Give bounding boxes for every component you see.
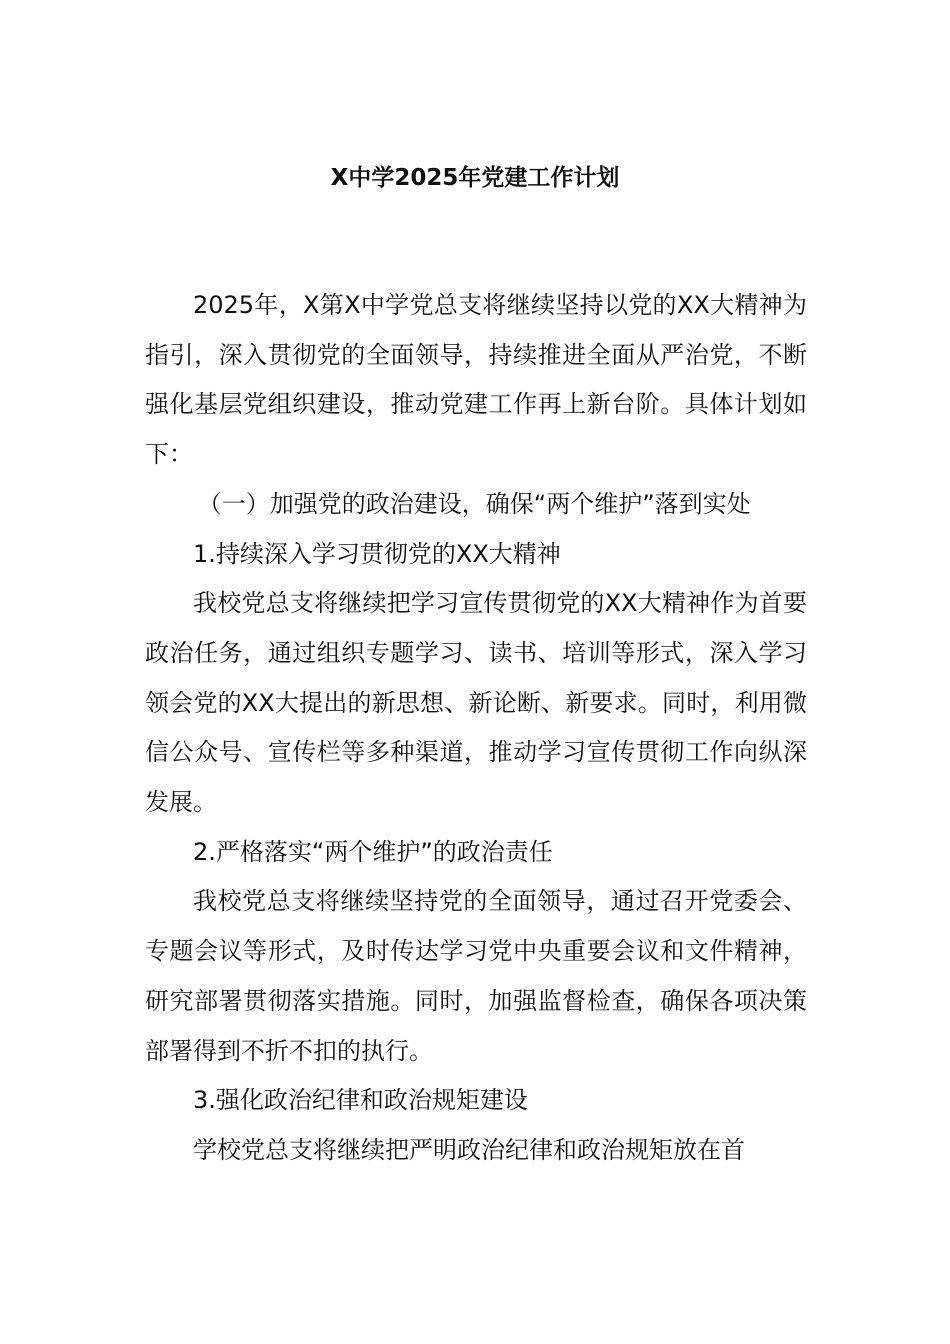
item-heading-1: 1.持续深入学习贯彻党的XX大精神	[193, 539, 561, 568]
section-heading-1: （一）加强党的政治建设，确保“两个维护”落到实处	[197, 489, 751, 518]
item-paragraph-2: 我校党总支将继续坚持党的全面领导，通过召开党委会、专题会议等形式，及时传达学习党中央重要会议和文件精神，研究部署贯彻落实措施。同时，加强监督检查，确保各项决策部署得到不折不扣的执行。	[145, 887, 807, 1065]
item-heading-2: 2.严格落实“两个维护”的政治责任	[193, 837, 553, 866]
intro-paragraph: 2025年，X第X中学党总支将继续坚持以党的XX大精神为指引，深入贯彻党的全面领导，持续推进全面从严治党，不断强化基层党组织建设，推动党建工作再上新台阶。具体计划如下：	[145, 291, 807, 469]
document-body	[145, 281, 807, 1176]
item-paragraph-1: 我校党总支将继续把学习宣传贯彻党的XX大精神作为首要政治任务，通过组织专题学习、读书、培训等形式，深入学习领会党的XX大提出的新思想、新论断、新要求。同时，利用微信公众号、宣传栏等多种渠道，推动学习宣传贯彻工作向纵深发展。	[145, 589, 807, 817]
item-heading-3: 3.强化政治纪律和政治规矩建设	[193, 1086, 528, 1115]
item-paragraph-3: 学校党总支将继续把严明政治纪律和政治规矩放在首	[193, 1135, 745, 1164]
document-title: X中学2025年党建工作计划	[330, 165, 620, 191]
